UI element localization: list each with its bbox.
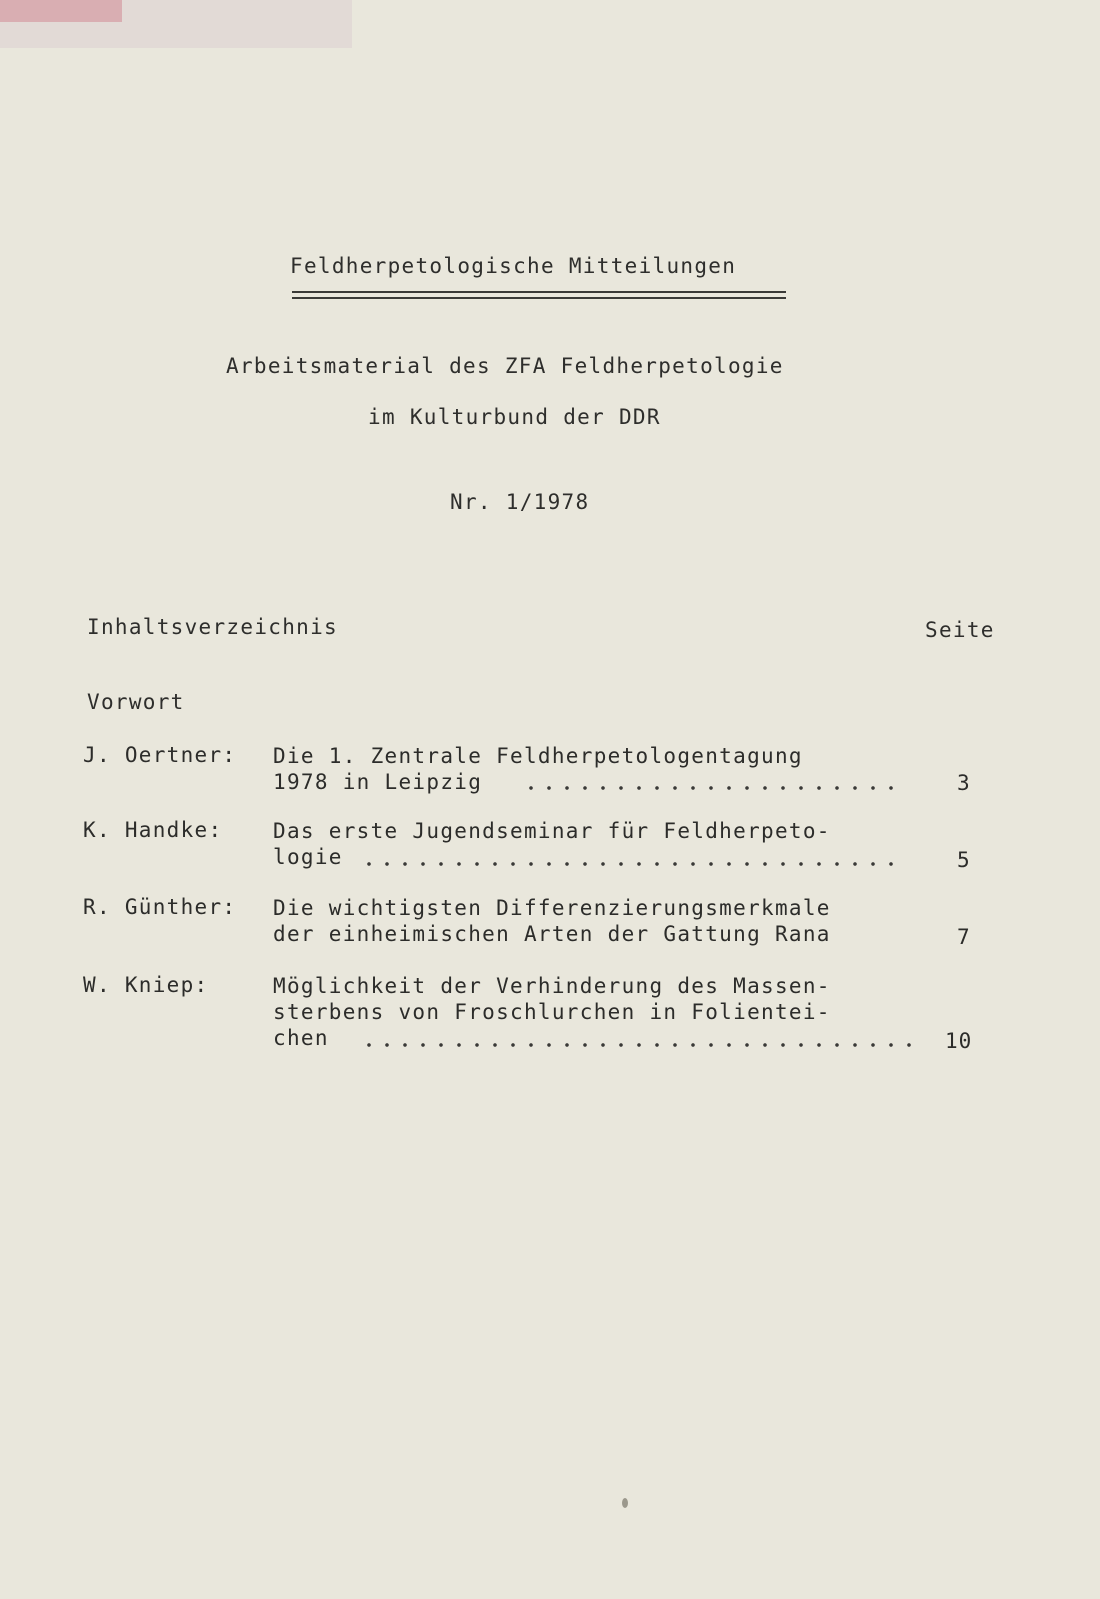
subtitle-line-2: im Kulturbund der DDR [368,405,661,429]
toc-entry-title-line: der einheimischen Arten der Gattung Rana [273,922,831,946]
toc-entry-title-line: Die wichtigsten Differenzierungsmerkmale [273,896,831,920]
title-double-underline [292,291,786,299]
toc-entry-title-line: logie [273,845,343,869]
toc-entry-page: 7 [957,925,971,949]
toc-leader-dots [360,1042,912,1048]
toc-entry-title [273,973,903,1051]
toc-entry-title-line: Die 1. Zentrale Feldherpetologentagung [273,744,803,768]
toc-entry-author: K. Handke: [83,818,223,842]
toc-heading: Inhaltsverzeichnis [87,615,338,639]
toc-entry-page: 10 [945,1029,973,1053]
toc-entry-author: W. Kniep: [83,973,209,997]
toc-entry-author: R. Günther: [83,895,237,919]
subtitle-line-1: Arbeitsmaterial des ZFA Feldherpetologie [226,354,784,378]
toc-entry-title-line: chen [273,1026,329,1050]
red-stamp-mark [0,0,122,22]
paper-speck [622,1498,628,1508]
journal-title: Feldherpetologische Mitteilungen [290,254,737,278]
issue-number: Nr. 1/1978 [450,490,590,514]
toc-entry-title-line: Das erste Jugendseminar für Feldherpeto- [273,819,831,843]
toc-entry-title-line: sterbens von Froschlurchen in Folientei- [273,1000,831,1024]
toc-entry-page: 3 [957,771,971,795]
toc-entry-title-line: 1978 in Leipzig [273,770,483,794]
toc-entry-page: 5 [957,848,971,872]
toc-foreword: Vorwort [87,690,185,714]
toc-leader-dots [360,861,907,867]
toc-page-heading: Seite [925,618,995,642]
toc-entry-author: J. Oertner: [83,743,237,767]
toc-entry-title-line: Möglichkeit der Verhinderung des Massen- [273,974,831,998]
toc-entry-title [273,895,903,947]
toc-leader-dots [522,785,907,791]
